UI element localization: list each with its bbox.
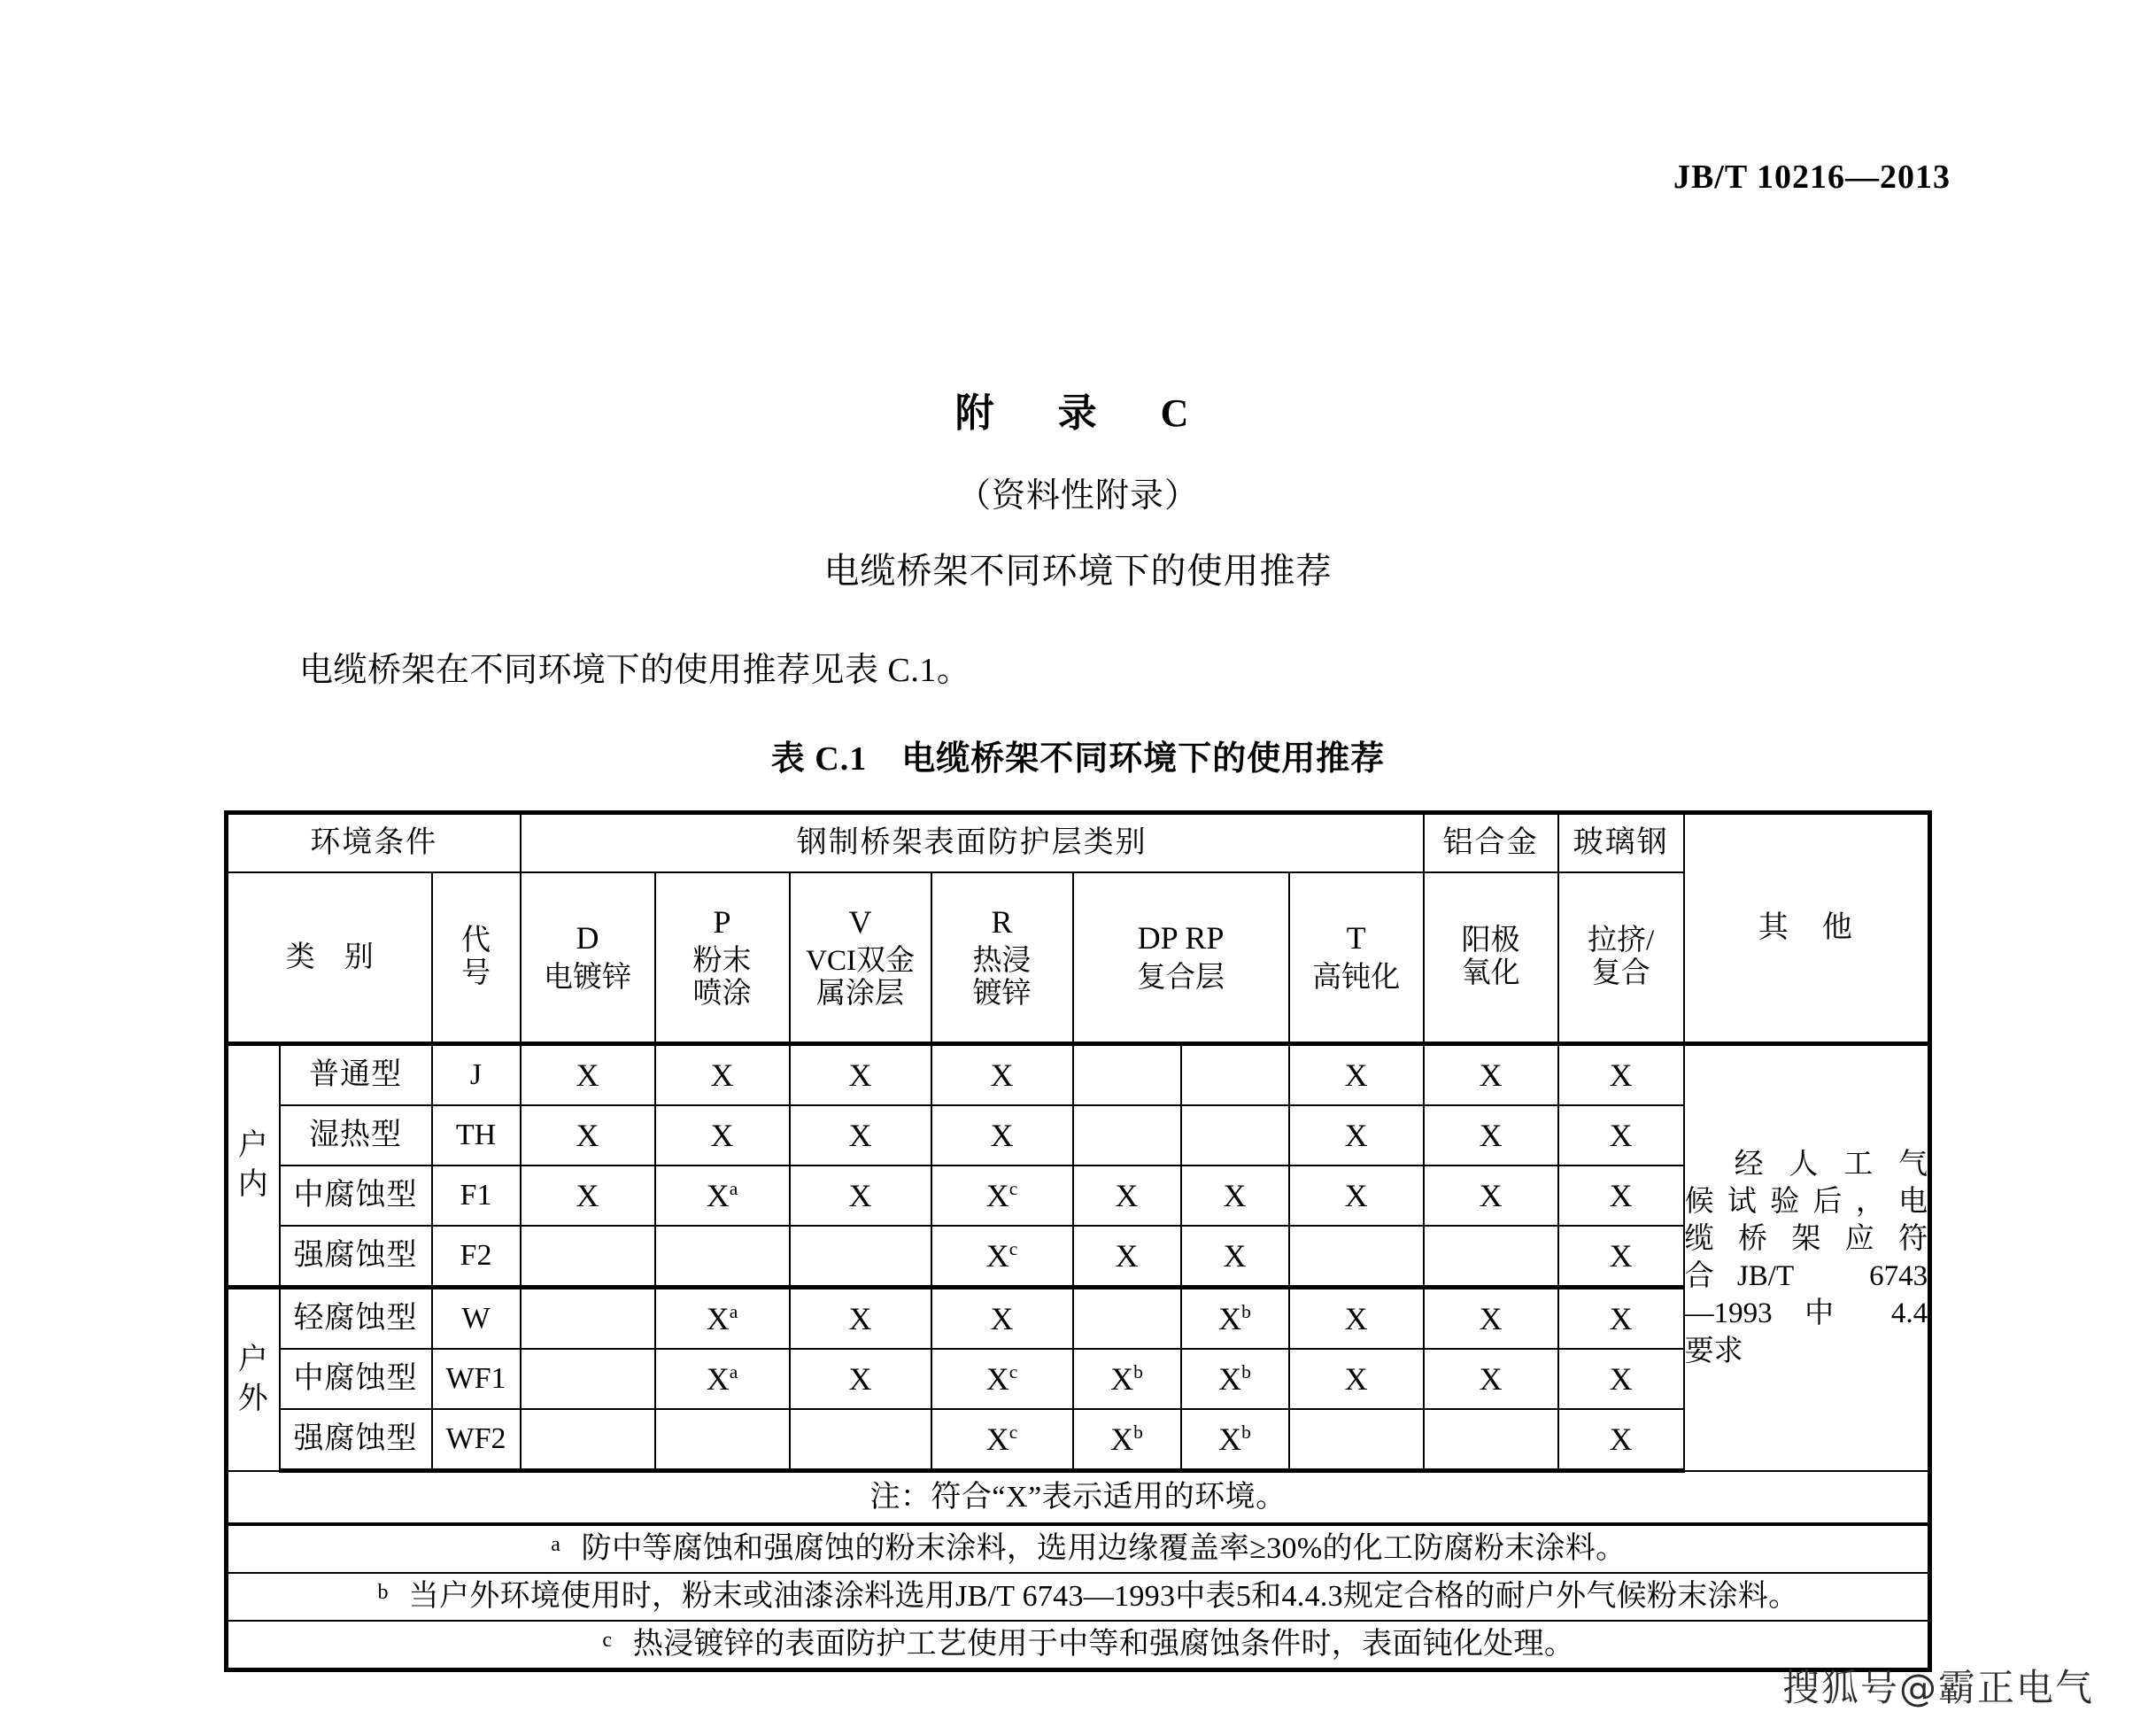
table-caption: 表 C.1 电缆桥架不同环境下的使用推荐 — [770, 740, 1386, 778]
header-col-AL — [1424, 872, 1558, 1044]
cell-DP: X — [1073, 1226, 1181, 1288]
cell-RP: $X^b$ — [1181, 1288, 1289, 1350]
cell-category: 普通型 — [280, 1044, 432, 1106]
table-row — [227, 1409, 1930, 1471]
cell-V: X — [790, 1105, 931, 1166]
footnote-row — [227, 1524, 1930, 1573]
intro-paragraph: 电缆桥架在不同环境下的使用推荐见表 C.1。 — [299, 652, 971, 689]
header-code-line-1: 代 — [461, 925, 491, 957]
cell-T — [1289, 1226, 1424, 1288]
cell-D — [521, 1226, 655, 1288]
header-col-P-symbol: P — [713, 903, 731, 940]
cell-R: $X^c$ — [931, 1349, 1073, 1409]
footnote-row — [227, 1621, 1930, 1670]
footnote-row — [227, 1573, 1930, 1621]
cell-AL: X — [1424, 1044, 1558, 1106]
cell-code: WF1 — [432, 1349, 521, 1409]
cell-code: TH — [432, 1105, 521, 1166]
header-col-P-line-2: 喷涂 — [692, 978, 752, 1011]
cell-V: X — [790, 1044, 931, 1106]
cell-T: X — [1289, 1044, 1424, 1106]
table-note-row — [227, 1471, 1930, 1525]
cell-R: $X^c$ — [931, 1226, 1073, 1288]
other-note-line-5: —1993 中 4.4 — [1684, 1297, 1928, 1330]
row-group-indoor-char-1: 户 — [237, 1129, 269, 1163]
cell-code: F1 — [432, 1166, 521, 1226]
header-steel-surface: 钢制桥架表面防护层类别 — [521, 813, 1424, 873]
header-col-DP-RP-line-1: 复合层 — [1137, 961, 1225, 994]
cell-FRP: X — [1558, 1409, 1684, 1471]
cell-T — [1289, 1409, 1424, 1471]
standard-number-header: JB/T 10216—2013 — [1673, 159, 1951, 196]
footnote-c-mark: c — [602, 1629, 613, 1653]
recommendation-table — [224, 810, 1932, 1672]
header-frp: 玻璃钢 — [1558, 813, 1684, 873]
header-col-DP-RP — [1073, 872, 1289, 1044]
cell-code: F2 — [432, 1226, 521, 1288]
row-group-indoor — [227, 1044, 280, 1288]
header-env-condition: 环境条件 — [227, 813, 521, 873]
cell-V: X — [790, 1288, 931, 1350]
table-row — [227, 1044, 1930, 1106]
header-other: 其 他 — [1684, 813, 1930, 1044]
cell-RP — [1181, 1105, 1289, 1166]
header-aluminium: 铝合金 — [1424, 813, 1558, 873]
cell-code: WF2 — [432, 1409, 521, 1471]
header-col-T-symbol: T — [1346, 920, 1366, 956]
header-col-T-line-1: 高钝化 — [1312, 961, 1401, 994]
cell-DP: X — [1073, 1166, 1181, 1226]
header-category: 类 别 — [227, 872, 432, 1044]
cell-AL: X — [1424, 1288, 1558, 1350]
footnote-b-text: 当户外环境使用时，粉末或油漆涂料选用JB/T 6743—1993中表5和4.4.3规定合格的耐户外气候粉末涂料。 — [408, 1580, 1799, 1614]
header-col-V-line-2: 属涂层 — [816, 978, 905, 1011]
annex-name: 电缆桥架不同环境下的使用推荐 — [823, 551, 1333, 591]
cell-D: X — [521, 1166, 655, 1226]
annex-subtitle: （资料性附录） — [956, 477, 1199, 515]
cell-D: X — [521, 1105, 655, 1166]
cell-V — [790, 1226, 931, 1288]
table-row — [227, 1349, 1930, 1409]
cell-category: 湿热型 — [280, 1105, 432, 1166]
cell-D — [521, 1288, 655, 1350]
cell-R: X — [931, 1044, 1073, 1106]
footnote-b-mark: b — [377, 1581, 389, 1605]
cell-RP: X — [1181, 1226, 1289, 1288]
table-row — [227, 1288, 1930, 1350]
footnote-c-text: 热浸镀锌的表面防护工艺使用于中等和强腐蚀条件时，表面钝化处理。 — [632, 1628, 1575, 1661]
other-note-line-6: 要求 — [1684, 1335, 1743, 1367]
cell-P: $X^a$ — [655, 1166, 790, 1226]
cell-other-note — [1684, 1044, 1930, 1471]
header-col-V-symbol: V — [848, 903, 872, 940]
cell-DP — [1073, 1288, 1181, 1350]
row-group-outdoor — [227, 1288, 280, 1471]
header-code-line-2: 号 — [461, 957, 491, 989]
cell-AL: X — [1424, 1349, 1558, 1409]
cell-category: 强腐蚀型 — [280, 1226, 432, 1288]
row-group-indoor-char-2: 内 — [237, 1168, 269, 1201]
cell-RP: $X^b$ — [1181, 1349, 1289, 1409]
header-col-P — [655, 872, 790, 1044]
cell-FRP: X — [1558, 1044, 1684, 1106]
cell-DP: $X^b$ — [1073, 1349, 1181, 1409]
cell-P — [655, 1226, 790, 1288]
cell-V: X — [790, 1349, 931, 1409]
cell-P: $X^a$ — [655, 1288, 790, 1350]
cell-FRP: X — [1558, 1166, 1684, 1226]
other-note-line-4: 合JB/T 6743 — [1684, 1260, 1928, 1293]
cell-R: X — [931, 1105, 1073, 1166]
cell-P — [655, 1409, 790, 1471]
cell-category: 轻腐蚀型 — [280, 1288, 432, 1350]
cell-RP: $X^b$ — [1181, 1409, 1289, 1471]
annex-title-block — [0, 381, 2156, 593]
table-note: 注：符合“X”表示适用的环境。 — [227, 1471, 1930, 1525]
footnote-a-mark: a — [551, 1533, 561, 1557]
header-col-P-line-1: 粉末 — [692, 945, 752, 978]
row-group-outdoor-char-1: 户 — [237, 1344, 269, 1377]
header-col-D-symbol: D — [576, 920, 599, 956]
cell-category: 强腐蚀型 — [280, 1409, 432, 1471]
cell-DP — [1073, 1105, 1181, 1166]
cell-T: X — [1289, 1166, 1424, 1226]
header-col-FRP-line-1: 拉挤/ — [1588, 925, 1655, 957]
table-row — [227, 1105, 1930, 1166]
footnote-a — [227, 1524, 1930, 1573]
watermark: 搜狐号@霸正电气 — [1781, 1666, 2094, 1709]
cell-P: X — [655, 1105, 790, 1166]
header-col-R-symbol: R — [991, 903, 1013, 940]
cell-P: X — [655, 1044, 790, 1106]
cell-V: X — [790, 1166, 931, 1226]
other-note-line-2: 候试验后，电 — [1684, 1185, 1928, 1218]
row-group-outdoor-char-2: 外 — [237, 1382, 269, 1415]
cell-RP — [1181, 1044, 1289, 1106]
cell-AL: X — [1424, 1166, 1558, 1226]
table-row — [227, 1226, 1930, 1288]
footnote-c — [227, 1621, 1930, 1670]
table-row — [227, 1166, 1930, 1226]
cell-category: 中腐蚀型 — [280, 1166, 432, 1226]
cell-code: W — [432, 1288, 521, 1350]
footnote-a-text: 防中等腐蚀和强腐蚀的粉末涂料，选用边缘覆盖率≥30%的化工防腐粉末涂料。 — [581, 1532, 1627, 1566]
table-container — [224, 810, 1928, 1672]
header-col-D-line-1: 电镀锌 — [544, 961, 632, 994]
header-col-V-line-1: VCI双金 — [806, 945, 915, 978]
header-code — [432, 872, 521, 1044]
cell-FRP: X — [1558, 1288, 1684, 1350]
cell-V — [790, 1409, 931, 1471]
header-col-FRP-line-2: 复合 — [1591, 957, 1650, 989]
annex-title: 附 录 C — [954, 391, 1202, 435]
cell-category: 中腐蚀型 — [280, 1349, 432, 1409]
cell-R: X — [931, 1288, 1073, 1350]
cell-R: $X^c$ — [931, 1166, 1073, 1226]
header-col-R-line-1: 热浸 — [972, 945, 1032, 978]
table-column-header-row — [227, 872, 1930, 1044]
cell-AL — [1424, 1226, 1558, 1288]
header-col-V — [790, 872, 931, 1044]
cell-D: X — [521, 1044, 655, 1106]
cell-R: $X^c$ — [931, 1409, 1073, 1471]
cell-FRP: X — [1558, 1226, 1684, 1288]
footnote-b — [227, 1573, 1930, 1621]
table-group-header-row — [227, 813, 1930, 873]
cell-D — [521, 1349, 655, 1409]
cell-P: $X^a$ — [655, 1349, 790, 1409]
cell-FRP: X — [1558, 1349, 1684, 1409]
cell-D — [521, 1409, 655, 1471]
header-col-DP-RP-symbol: DP RP — [1137, 920, 1225, 956]
cell-RP: X — [1181, 1166, 1289, 1226]
header-col-AL-line-1: 阳极 — [1461, 925, 1520, 957]
cell-T: X — [1289, 1288, 1424, 1350]
header-col-R — [931, 872, 1073, 1044]
cell-DP — [1073, 1044, 1181, 1106]
other-note-line-3: 缆桥架应符 — [1684, 1223, 1928, 1256]
header-col-FRP — [1558, 872, 1684, 1044]
cell-AL — [1424, 1409, 1558, 1471]
header-col-T — [1289, 872, 1424, 1044]
cell-T: X — [1289, 1349, 1424, 1409]
header-col-D — [521, 872, 655, 1044]
cell-code: J — [432, 1044, 521, 1106]
header-col-AL-line-2: 氧化 — [1461, 957, 1520, 989]
header-col-R-line-2: 镀锌 — [972, 978, 1032, 1011]
other-note-line-1: 经人工气 — [1734, 1148, 1928, 1181]
cell-DP: $X^b$ — [1073, 1409, 1181, 1471]
cell-FRP: X — [1558, 1105, 1684, 1166]
cell-T: X — [1289, 1105, 1424, 1166]
cell-AL: X — [1424, 1105, 1558, 1166]
